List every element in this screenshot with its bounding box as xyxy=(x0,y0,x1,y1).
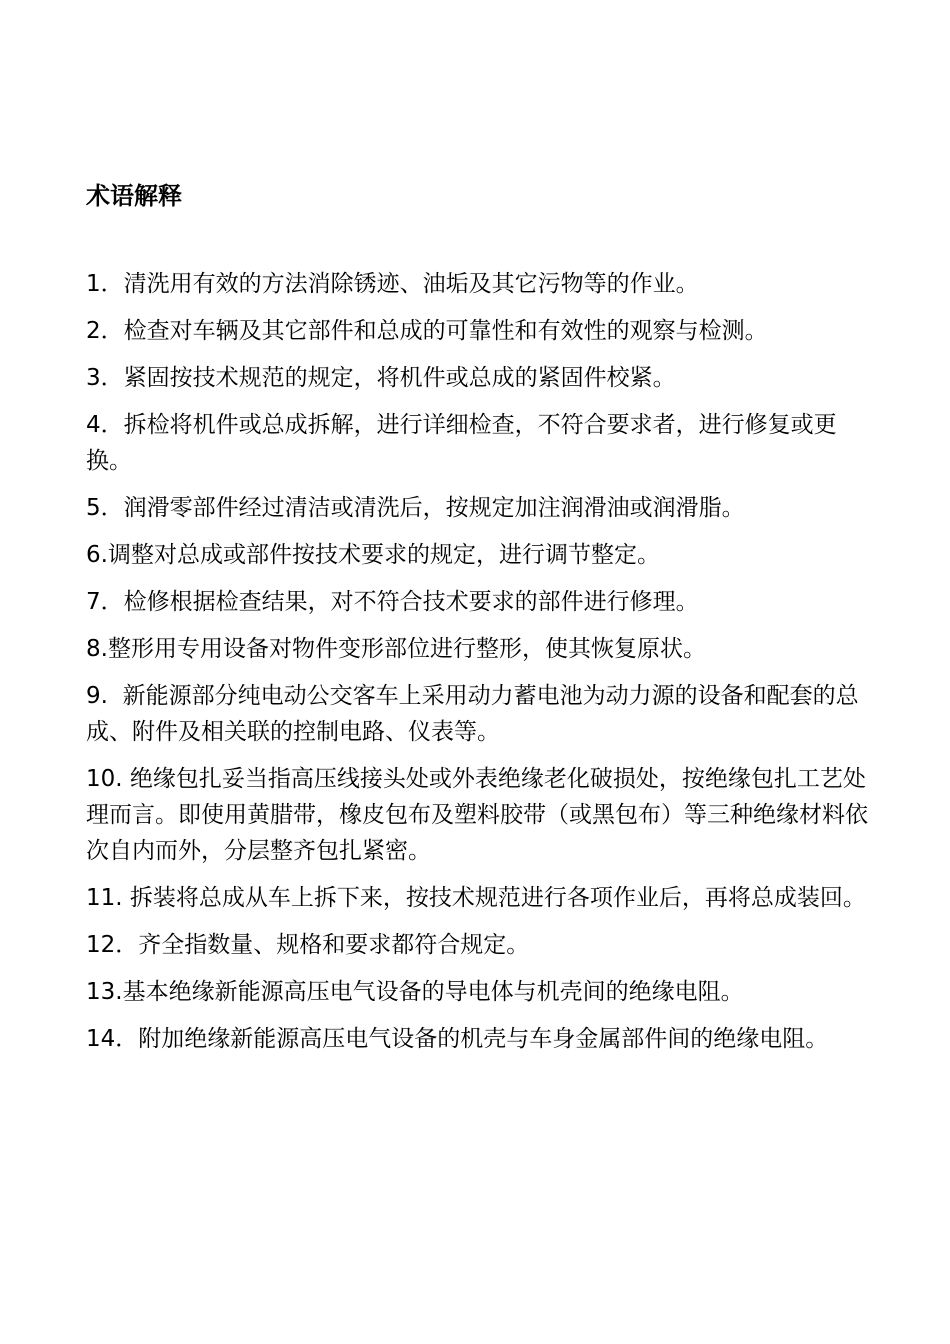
term-item xyxy=(86,1021,876,1057)
term-text: 紧固按技术规范的规定，将机件或总成的紧固件校紧。 xyxy=(123,365,676,391)
term-item xyxy=(86,761,876,869)
term-text: 调整对总成或部件按技术要求的规定，进行调节整定。 xyxy=(107,542,660,568)
term-item xyxy=(86,631,876,667)
term-number: 9. xyxy=(86,683,123,709)
term-number: 13. xyxy=(86,979,123,1005)
term-text: 检修根据检查结果，对不符合技术要求的部件进行修理。 xyxy=(123,589,699,615)
term-number: 6. xyxy=(86,542,108,568)
term-number: 2． xyxy=(86,318,124,344)
term-text: 清洗用有效的方法消除锈迹、油垢及其它污物等的作业。 xyxy=(123,271,699,297)
term-item xyxy=(86,266,876,302)
term-number: 12． xyxy=(86,932,139,958)
term-item xyxy=(86,584,876,620)
term-number: 14． xyxy=(86,1026,139,1052)
term-item xyxy=(86,537,876,573)
term-text: 润滑零部件经过清洁或清洗后，按规定加注润滑油或润滑脂。 xyxy=(123,495,745,521)
term-text: 绝缘包扎妥当指高压线接头处或外表绝缘老化破损处，按绝缘包扎工艺处理而言。即使用黄腊带，橡皮包布及塑料胶带（或黑包布）等三种绝缘材料依次自内而外，分层整齐包扎紧密。 xyxy=(86,766,868,864)
term-number: 8. xyxy=(86,636,108,662)
term-text: 整形用专用设备对物件变形部位进行整形，使其恢复原状。 xyxy=(107,636,706,662)
term-text: 新能源部分纯电动公交客车上采用动力蓄电池为动力源的设备和配套的总成、附件及相关联的控制电路、仪表等。 xyxy=(86,683,859,745)
term-number: 7． xyxy=(86,589,124,615)
term-item xyxy=(86,678,876,750)
term-number: 3． xyxy=(86,365,124,391)
term-item xyxy=(86,490,876,526)
term-text: 附加绝缘新能源高压电气设备的机壳与车身金属部件间的绝缘电阻。 xyxy=(138,1026,829,1052)
term-number: 1． xyxy=(86,271,124,297)
term-text: 基本绝缘新能源高压电气设备的导电体与机壳间的绝缘电阻。 xyxy=(122,979,744,1005)
term-text: 检查对车辆及其它部件和总成的可靠性和有效性的观察与检测。 xyxy=(123,318,768,344)
term-item xyxy=(86,360,876,396)
term-text: 齐全指数量、规格和要求都符合规定。 xyxy=(138,932,530,958)
term-item xyxy=(86,313,876,349)
term-text: 拆检将机件或总成拆解，进行详细检查，不符合要求者，进行修复或更换。 xyxy=(86,412,837,474)
term-number: 4． xyxy=(86,412,124,438)
term-item xyxy=(86,407,876,479)
term-item xyxy=(86,927,876,963)
term-number: 11. xyxy=(86,885,130,911)
section-heading: 术语解释 xyxy=(86,182,182,210)
term-text: 拆装将总成从车上拆下来，按技术规范进行各项作业后，再将总成装回。 xyxy=(129,885,866,911)
term-number: 5． xyxy=(86,495,124,521)
term-list xyxy=(86,266,876,1068)
term-number: 10. xyxy=(86,766,130,792)
term-item xyxy=(86,974,876,1010)
term-item xyxy=(86,880,876,916)
